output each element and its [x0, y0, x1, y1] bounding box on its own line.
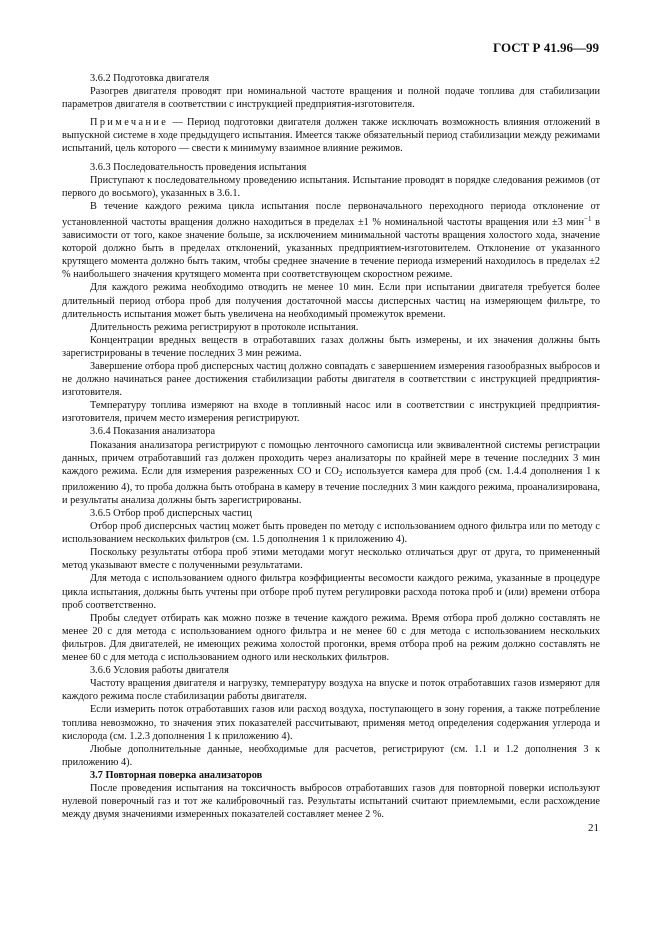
paragraph: Разогрев двигателя проводят при номинальной частоте вращения и полной подаче топлива для стабилизации параметров двигателя в соответствии с инструкцией предприятия-изготовителя. — [62, 86, 600, 111]
paragraph — [62, 439, 600, 507]
note-paragraph — [62, 116, 600, 155]
text-part: Показания анализатора регистрируют с помощью ленточного самописца или эквивалентной системы регистрации данных, причем отработавший газ должен проходить через анализаторы по крайней мере в течение последних 3 мин каждого режима. Если для измерения разреженных CO и CO — [62, 439, 600, 477]
paragraph: После проведения испытания на токсичность выбросов отработавших газов для повторной поверки используют нулевой поверочный газ и тот же калибровочный газ. Результаты испытаний считают приемлемыми, если расхождение между двумя значениями измеренных показателей составляет менее 2 %. — [62, 782, 600, 821]
paragraph: Приступают к последовательному проведению испытания. Испытание проводят в порядке следования режимов (от первого до восьмого), указанных в 3.6.1. — [62, 174, 600, 199]
section-heading-3-6-6: 3.6.6 Условия работы двигателя — [90, 665, 229, 677]
paragraph: Для каждого режима необходимо отводить не менее 10 мин. Если при испытании двигателя требуется более длительный период отбора проб для получения достаточной массы дисперсных частиц на измеряющем фильтре, то длительность испытания может быть увеличена на необходимый промежуток времени. — [62, 282, 600, 320]
paragraph: Отбор проб дисперсных частиц может быть проведен по методу с использованием одного фильтра или по методу с использованием нескольких фильтров (см. 1.5 дополнения 1 к приложению 4). — [62, 521, 600, 546]
paragraph: Завершение отбора проб дисперсных частиц должно совпадать с завершением измерения газообразных выбросов и не должно начинаться ранее достижения стабилизации работы двигателя в соответствии с инструкцией предприятия-изготовителя. — [62, 360, 600, 399]
paragraph: Если измерить поток отработавших газов или расход воздуха, поступающего в зону горения, а также потребление топлива невозможно, то значения этих показателей рассчитывают, применяя метод определения содержания углерода и кислорода (см. 1.2.3 дополнения 1 к приложению 4). — [62, 704, 600, 742]
subscript: 2 — [338, 469, 343, 478]
section-heading-3-7: 3.7 Повторная поверка анализаторов — [90, 769, 263, 781]
section-heading-3-6-3: 3.6.3 Последовательность проведения испытания — [90, 161, 307, 173]
text-part: используется камера для проб (см. 1.4.4 дополнения 1 к приложению 4), то проба должна быть отобрана в камеру в течение последних 3 мин каждого режима, проанализирована, и результаты анализа должны быть зарегистрированы. — [62, 465, 600, 506]
document-code: ГОСТ Р 41.96—99 — [493, 40, 599, 55]
page-number: 21 — [588, 822, 599, 834]
paragraph: Концентрации вредных веществ в отработавших газах должны быть измерены, и их значения должны быть зарегистрированы в течение последних 3 мин режима. — [62, 334, 600, 359]
paragraph: Для метода с использованием одного фильтра коэффициенты весомости каждого режима, указанные в процедуре цикла испытания, должны быть учтены при отборе проб путем регулировки расхода потока проб и (или) времени отбора проб соответственно. — [62, 573, 600, 611]
paragraph: Любые дополнительные данные, необходимые для расчетов, регистрируют (см. 1.1 и 1.2 дополнения 3 к приложению 4). — [62, 743, 600, 768]
document-body — [62, 72, 600, 821]
paragraph: Поскольку результаты отбора проб этими методами могут несколько отличаться друг от друга, то примененный метод указывают вместе с полученными результатами. — [62, 547, 600, 572]
paragraph — [62, 200, 600, 282]
text-part: в зависимости от того, какое значение больше, за исключением минимальной частоты вращения холостого хода, значение которой должно быть в пределах отклонений, указанных предприятием-изготовителем. Отклонение от указанного крутящего момента должно быть таким, чтобы среднее значение в течение периода измерений находилось в пределах ±2 % наибольшего значения крутящего момента при соответствующем скоростном режиме. — [62, 216, 601, 281]
paragraph: Длительность режима регистрируют в протоколе испытания. — [90, 321, 359, 333]
section-heading-3-6-4: 3.6.4 Показания анализатора — [90, 426, 216, 438]
note-text: — Период подготовки двигателя должен также исключать возможность влияния отложений в выпускной системе в ходе предыдущего испытания. Имеется также обязательный период стабилизации между режимами испытаний, цель которого — свести к минимуму взаимное влияние режимов. — [62, 117, 600, 155]
paragraph: Пробы следует отбирать как можно позже в течение каждого режима. Время отбора проб должно составлять не менее 20 с для метода с использованием одного фильтра и не менее 60 с для метода с использованием нескольких фильтров. Для двигателей, не имеющих режима холостой прогонки, время отбора проб на режим должно составлять не менее 60 с для метода с использованием одного или нескольких фильтров. — [62, 612, 600, 664]
note-label: Примечание — [90, 117, 169, 129]
section-heading-3-6-2: 3.6.2 Подготовка двигателя — [90, 73, 210, 84]
section-heading-3-6-5: 3.6.5 Отбор проб дисперсных частиц — [90, 508, 252, 519]
superscript: −1 — [584, 214, 592, 223]
paragraph: Частоту вращения двигателя и нагрузку, температуру воздуха на впуске и поток отработавших газов измеряют для каждого режима после стабилизации работы двигателя. — [62, 678, 600, 703]
paragraph: Температуру топлива измеряют на входе в топливный насос или в соответствии с инструкцией предприятия-изготовителя, причем место измерения регистрируют. — [62, 400, 600, 425]
text-part: В течение каждого режима цикла испытания после первоначального переходного периода отклонение от установленной частоты вращения должно находиться в пределах ±1 % номинальной частоты вращения или ±3 мин — [62, 200, 600, 228]
